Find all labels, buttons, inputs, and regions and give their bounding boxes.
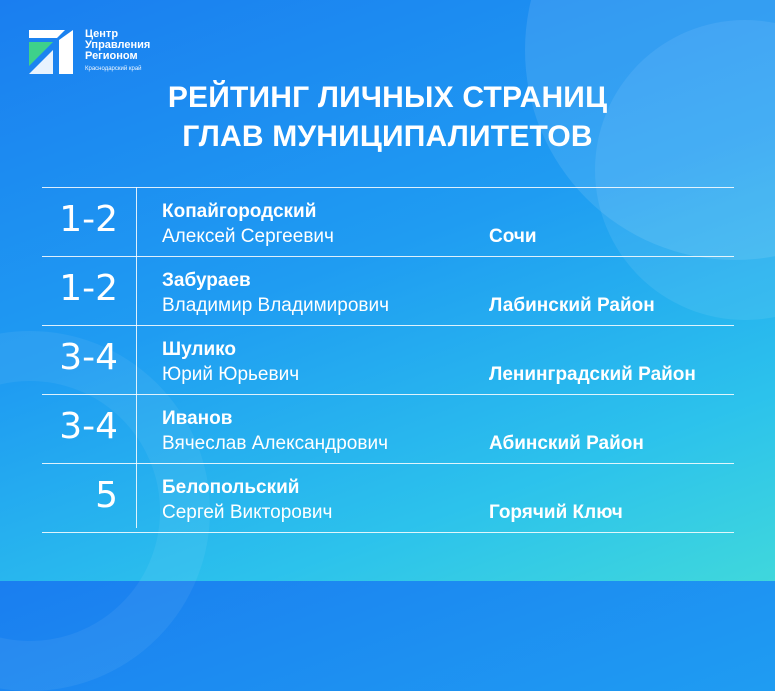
given-name: Вячеслав Александрович [162, 433, 388, 454]
logo-mark-icon [27, 28, 75, 76]
rank-label: 1-2 [59, 199, 118, 240]
given-name: Сергей Викторович [162, 502, 333, 523]
rank-label: 3-4 [59, 337, 118, 378]
table-row [42, 394, 734, 463]
given-name: Владимир Владимирович [162, 295, 389, 316]
logo-line: Центр [85, 28, 119, 40]
table-row [42, 325, 734, 394]
title-line-2: ГЛАВ МУНИЦИПАЛИТЕТОВ [182, 120, 593, 153]
ranking-table [42, 187, 734, 533]
page-title [0, 78, 775, 156]
logo [27, 28, 150, 76]
title-line-1: РЕЙТИНГ ЛИЧНЫХ СТРАНИЦ [167, 81, 608, 114]
given-name: Алексей Сергеевич [162, 226, 334, 247]
logo-line: Регионом [85, 50, 138, 62]
surname: Копайгородский [162, 201, 317, 222]
rank-label: 1-2 [59, 268, 118, 309]
surname: Шулико [162, 339, 237, 360]
municipality: Лабинский Район [489, 295, 655, 316]
logo-subtitle: Краснодарский край [85, 66, 142, 72]
logo-line: Управления [85, 39, 151, 51]
table-row [42, 187, 734, 256]
given-name: Юрий Юрьевич [162, 364, 300, 385]
table-row [42, 463, 734, 533]
municipality: Сочи [489, 226, 537, 247]
surname: Забураев [162, 270, 251, 291]
municipality: Горячий Ключ [489, 502, 623, 523]
municipality: Абинский Район [489, 433, 644, 454]
municipality: Ленинградский Район [489, 364, 696, 385]
surname: Иванов [162, 408, 233, 429]
rank-label: 3-4 [59, 406, 118, 447]
table-row [42, 256, 734, 325]
rank-label: 5 [95, 475, 118, 516]
logo-text [85, 29, 150, 72]
surname: Белопольский [162, 477, 300, 498]
